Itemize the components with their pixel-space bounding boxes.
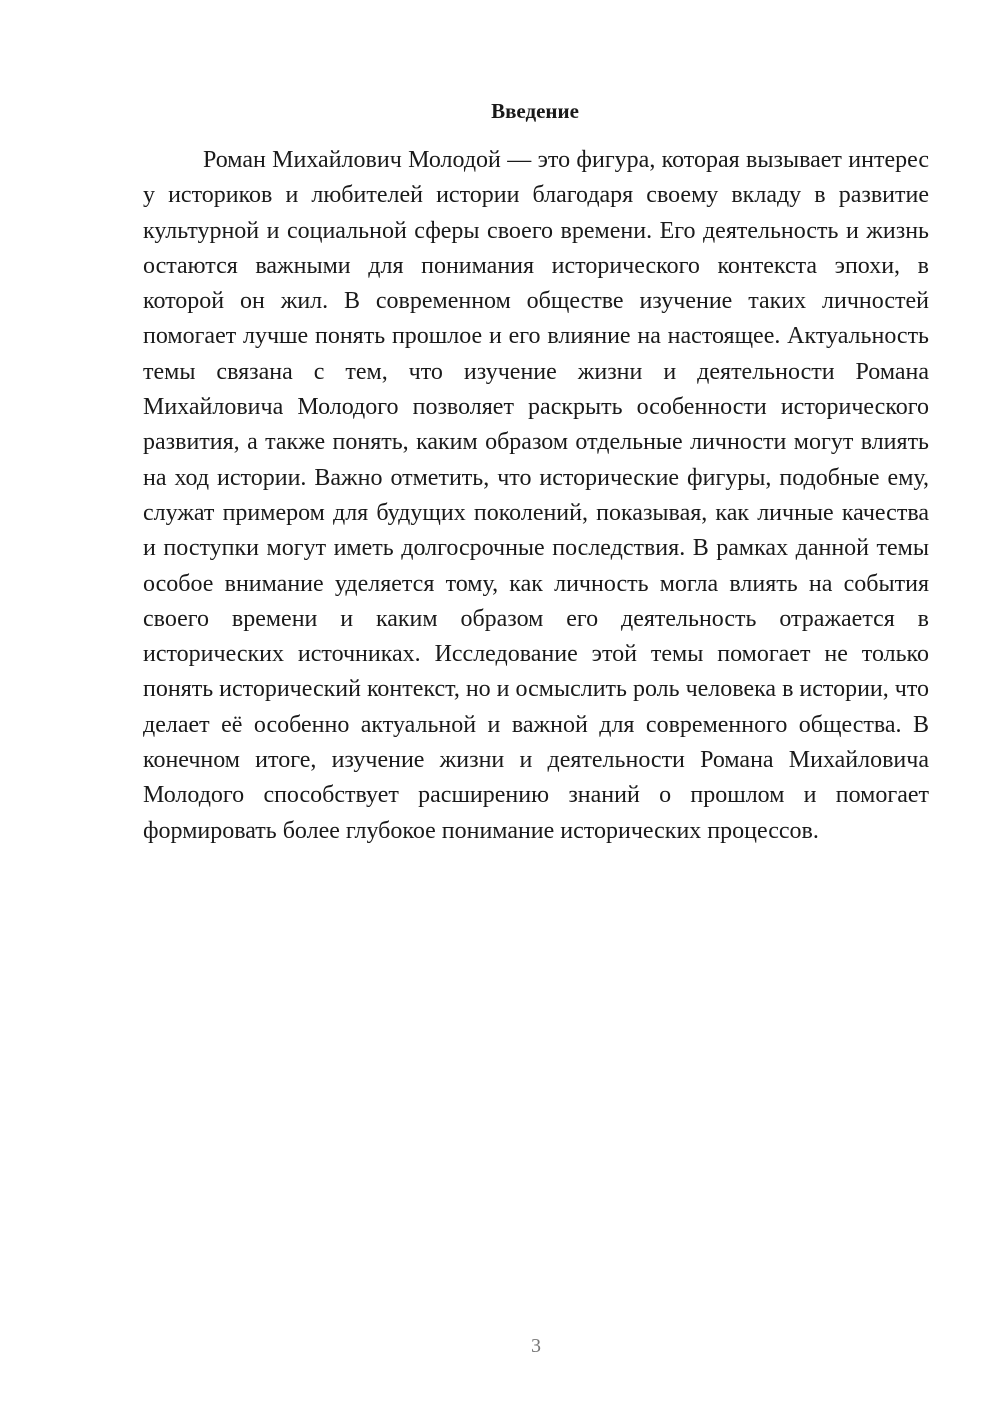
page-number: 3 — [531, 1335, 541, 1357]
body-paragraph: Роман Михайлович Молодой — это фигура, которая вызывает интерес у историков и любителей истории благодаря своему вкладу в развитие культурной и социальной сферы своего времени. Его деятельность и жизнь остаются важными для понимания исторического контекста эпохи, в которой он жил. В современном обществе изучение таких личностей помогает лучше понять прошлое и его влияние на настоящее. Актуальность темы связана с тем, что изучение жизни и деятельности Романа Михайловича Молодого позволяет раскрыть особенности исторического развития, а также понять, каким образом отдельные личности могут влиять на ход истории. Важно отметить, что исторические фигуры, подобные ему, служат примером для будущих поколений, показывая, как личные качества и поступки могут иметь долгосрочные последствия. В рамках данной темы особое внимание уделяется тому, как личность могла влиять на события своего времени и каким образом его деятельность отражается в исторических источниках. Исследование этой темы помогает не только понять исторический контекст, но и осмыслить роль человека в истории, что делает её особенно актуальной и важной для современного общества. В конечном итоге, изучение жизни и деятельности Романа Михайловича Молодого способствует расширению знаний о прошлом и помогает формировать более глубокое понимание исторических процессов. — [143, 147, 929, 844]
section-heading: Введение — [491, 99, 579, 123]
